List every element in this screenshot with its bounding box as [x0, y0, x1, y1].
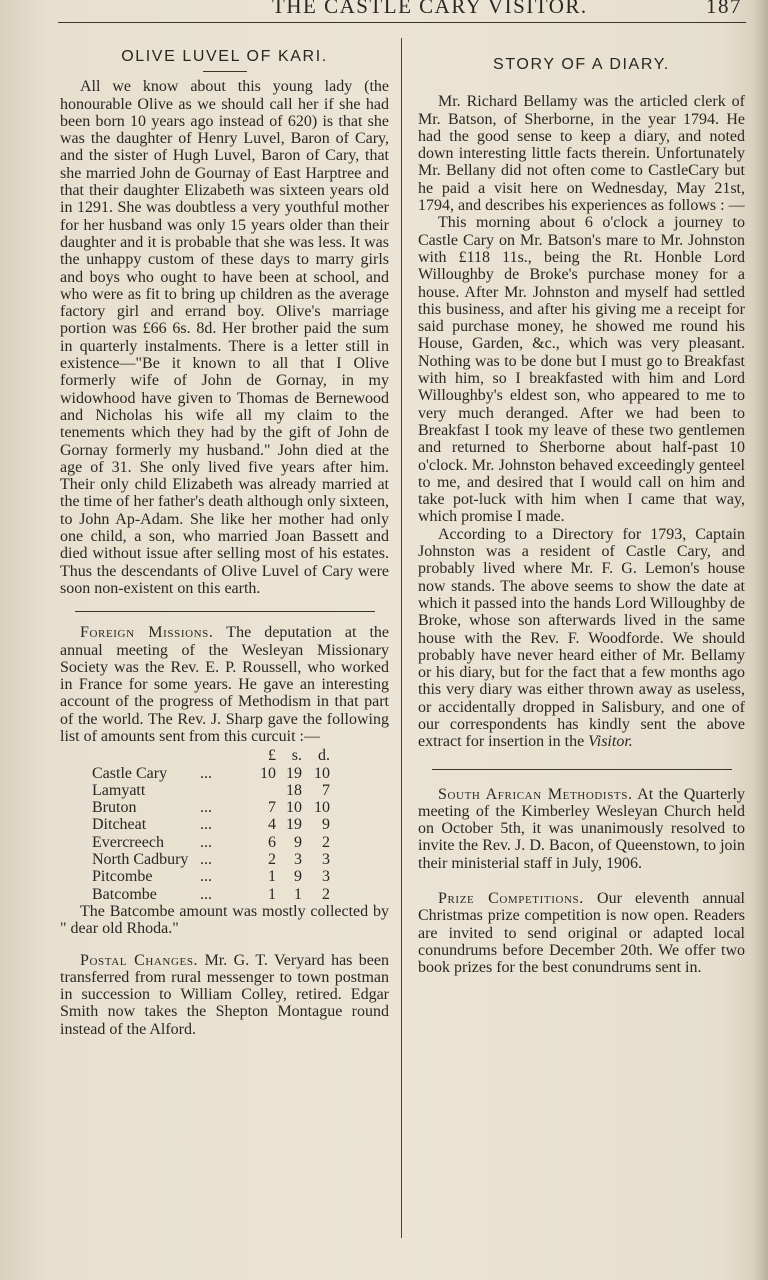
- amounts-header-row: [92, 747, 330, 764]
- foreign-missions-lead: Foreign Missions.: [80, 624, 214, 642]
- header-rule: [58, 22, 746, 23]
- section-rule: [432, 769, 732, 770]
- batcombe-note: The Batcombe amount was mostly collected by " dear old Rhoda.": [60, 902, 389, 938]
- leader-dots: ...: [200, 764, 212, 782]
- table-row: [92, 886, 330, 903]
- pence-value: 10: [314, 799, 330, 817]
- place-name: Batcombe: [92, 885, 157, 903]
- table-row: [92, 816, 330, 833]
- postal-paragraph: [60, 952, 389, 1038]
- pounds-value: 1: [268, 885, 276, 903]
- foreign-missions-body: The deputation at the annual meeting of the Wesleyan Missionary Society was the Rev. E. P. Roussell, who worked in France for some years. He gave an interesting account of the progress of Methodism in that part of the world. The Rev. J. Sharp gave the following list of amounts sent from this curcuit :—: [60, 624, 389, 745]
- column-divider: [401, 38, 402, 1238]
- pounds-value: [250, 782, 276, 799]
- leader-dots: ...: [200, 816, 212, 834]
- pence-value: 10: [314, 764, 330, 782]
- diary-paragraph-1: Mr. Richard Bellamy was the articled clerk of Mr. Batson, of Sherborne, in the year 1794. He had the good sense to keep a diary, and noted down interesting little facts therein. Unfortunately Mr. Bellany did not often come to CastleCary but he paid a visit here on Wednesday, May 21st, 1794, and describes his experiences as follows : —: [418, 93, 745, 215]
- pounds-value: 7: [268, 799, 276, 817]
- shillings-value: 3: [294, 851, 302, 869]
- pounds-value: 2: [268, 851, 276, 869]
- table-row: [92, 765, 330, 782]
- pounds-value: 10: [260, 764, 276, 782]
- place-name: Evercreech: [92, 833, 164, 851]
- table-row: [92, 799, 330, 816]
- publication-title: THE CASTLE CARY VISITOR.: [272, 0, 588, 18]
- leader-dots: ...: [200, 885, 212, 903]
- diary-paragraph-3-text: According to a Directory for 1793, Captain Johnston was a resident of Castle Cary, and probably lived where Mr. F. G. Lemon's house now stands. The above seems to show the date at which it passed into the hands Lord Willoughby de Broke, whose son afterwards lived in the same house with the Rev. F. Woodforde. We should probably have never heard either of Mr. Bellamy or his diary, but for the fact that a few months ago this very diary was either thrown away as useless, or accidentally dropped in Salisbury, and one of our correspondents has kindly sent the above extract for insertion in the: [418, 525, 745, 751]
- leader-dots: ...: [200, 851, 212, 869]
- diary-paragraph-3: [418, 526, 745, 751]
- leader-dots: [200, 782, 250, 799]
- left-column: [60, 36, 389, 1038]
- postal-body: Mr. G. T. Veryard has been transferred from rural messenger to town postman in succession to William Colley, retired. Edgar Smith now takes the Shepton Montague round instead of the Alford.: [60, 951, 389, 1038]
- table-row: [92, 851, 330, 868]
- postal-lead: Postal Changes.: [80, 951, 199, 969]
- pence-value: 2: [322, 885, 330, 903]
- table-row: [92, 868, 330, 885]
- foreign-missions-paragraph: [60, 624, 389, 745]
- olive-heading: OLIVE LUVEL OF KARI.: [121, 48, 328, 65]
- pence-value: 9: [322, 816, 330, 834]
- visitor-italic: Visitor.: [588, 733, 633, 751]
- section-rule: [75, 611, 375, 612]
- olive-body: All we know about this young lady (the honourable Olive as we should call her if she had been born 10 years ago instead of 620) is that she was the daughter of Henry Luvel, Baron of Cary, and the sister of Hugh Luvel, Baron of Cary, that she married John de Gournay of East Harptree and that their daughter Elizabeth was sixteen years old in 1291. She was doubtless a very youthful mother for her husband was only 15 years older than their daughter and it is probable that she was less. It was the unhappy custom of these days to marry girls and boys who ought to have been at school, and who were as fit to bring up children as the average factory girl and errand boy. Olive's marriage portion was £66 6s. 8d. Her brother paid the sum in quarterly instalments. There is a letter still in existence—"Be it known to all that I Olive formerly wife of John de Gornay, in my widowhood have given to Thomas de Bernewood and Nicholas his wife all my claim to the tenements which they had by the gift of John de Gornay formerly my husband." John died at the age of 31. She only lived five years after him. Their only child Elizabeth was already married at the time of her father's death although only sixteen, to John Ap-Adam. She like her mother had only one child, a son, who married Joan Bassett and died without issue after selling most of his estates. Thus the descendants of Olive Luvel of Cary were soon non-existent on this earth.: [60, 78, 389, 597]
- shillings-value: 9: [294, 868, 302, 886]
- shillings-value: 19: [286, 764, 302, 782]
- pounds-value: 4: [268, 816, 276, 834]
- leader-dots: ...: [200, 833, 212, 851]
- place-name: Pitcombe: [92, 868, 153, 886]
- south-african-lead: South African Methodists.: [438, 785, 633, 803]
- pence-value: 3: [322, 868, 330, 886]
- south-african-paragraph: [418, 786, 745, 872]
- prize-body: Our eleventh annual Christmas prize competition is now open. Readers are invited to send original or adapted local conundrums before December 20th. We offer two book prizes for the best conundrums sent in.: [418, 890, 745, 977]
- right-column: [418, 36, 745, 977]
- shillings-value: 1: [294, 885, 302, 903]
- table-row: [92, 834, 330, 851]
- pounds-header: £: [268, 747, 276, 765]
- leader-dots: ...: [200, 868, 212, 886]
- shillings-value: 9: [294, 833, 302, 851]
- shillings-header: s.: [291, 747, 302, 765]
- pounds-value: 1: [268, 868, 276, 886]
- pence-value: 2: [322, 833, 330, 851]
- south-african-body: At the Quarterly meeting of the Kimberley Wesleyan Church held on October 5th, it was unanimously resolved to invite the Rev. J. D. Bacon, of Queenstown, to join their ministerial staff in July, 1906.: [418, 785, 745, 872]
- prize-lead: Prize Competitions.: [438, 890, 584, 908]
- shillings-value: 19: [286, 816, 302, 834]
- prize-paragraph: [418, 890, 745, 976]
- place-name: Castle Cary: [92, 764, 168, 782]
- running-head: [0, 0, 768, 20]
- pounds-value: 6: [268, 833, 276, 851]
- place-name: Ditcheat: [92, 816, 147, 834]
- place-name: North Cadbury: [92, 851, 189, 869]
- pence-header: d.: [318, 747, 330, 765]
- diary-heading: STORY OF A DIARY.: [493, 56, 670, 73]
- page-number: 187: [706, 0, 742, 18]
- table-row: [92, 782, 330, 799]
- page-edge-shadow: [754, 0, 768, 1280]
- leader-dots: ...: [200, 799, 212, 817]
- shillings-value: 10: [286, 799, 302, 817]
- pence-value: 7: [322, 781, 330, 799]
- diary-paragraph-2: This morning about 6 o'clock a journey to Castle Cary on Mr. Batson's mare to Mr. Johnston with £118 11s., being the Rt. Honble Lord Willoughby de Broke's purchase money for a house. After Mr. Johnston and myself had settled this business, and after his giving me a receipt for said purchase money, he showed me round his House, Garden, &c., which was very pleasant. Nothing was to be done but I must go to Breakfast with him, so I breakfasted with him and Lord Willoughby's eldest son, who appeared to me to very much deranged. After we had been to Breakfast I took my leave of these two gentlemen and returned to Sherborne about half-past 10 o'clock. Mr. Johnston behaved exceedingly genteel to me, and desired that I would call on him and take pot-luck with him when I came that way, which promise I made.: [418, 214, 745, 526]
- amounts-table: [92, 747, 330, 903]
- place-name: Bruton: [92, 799, 137, 817]
- pence-value: 3: [322, 851, 330, 869]
- shillings-value: 18: [286, 781, 302, 799]
- heading-rule: [203, 71, 247, 72]
- place-name: Lamyatt: [92, 781, 146, 799]
